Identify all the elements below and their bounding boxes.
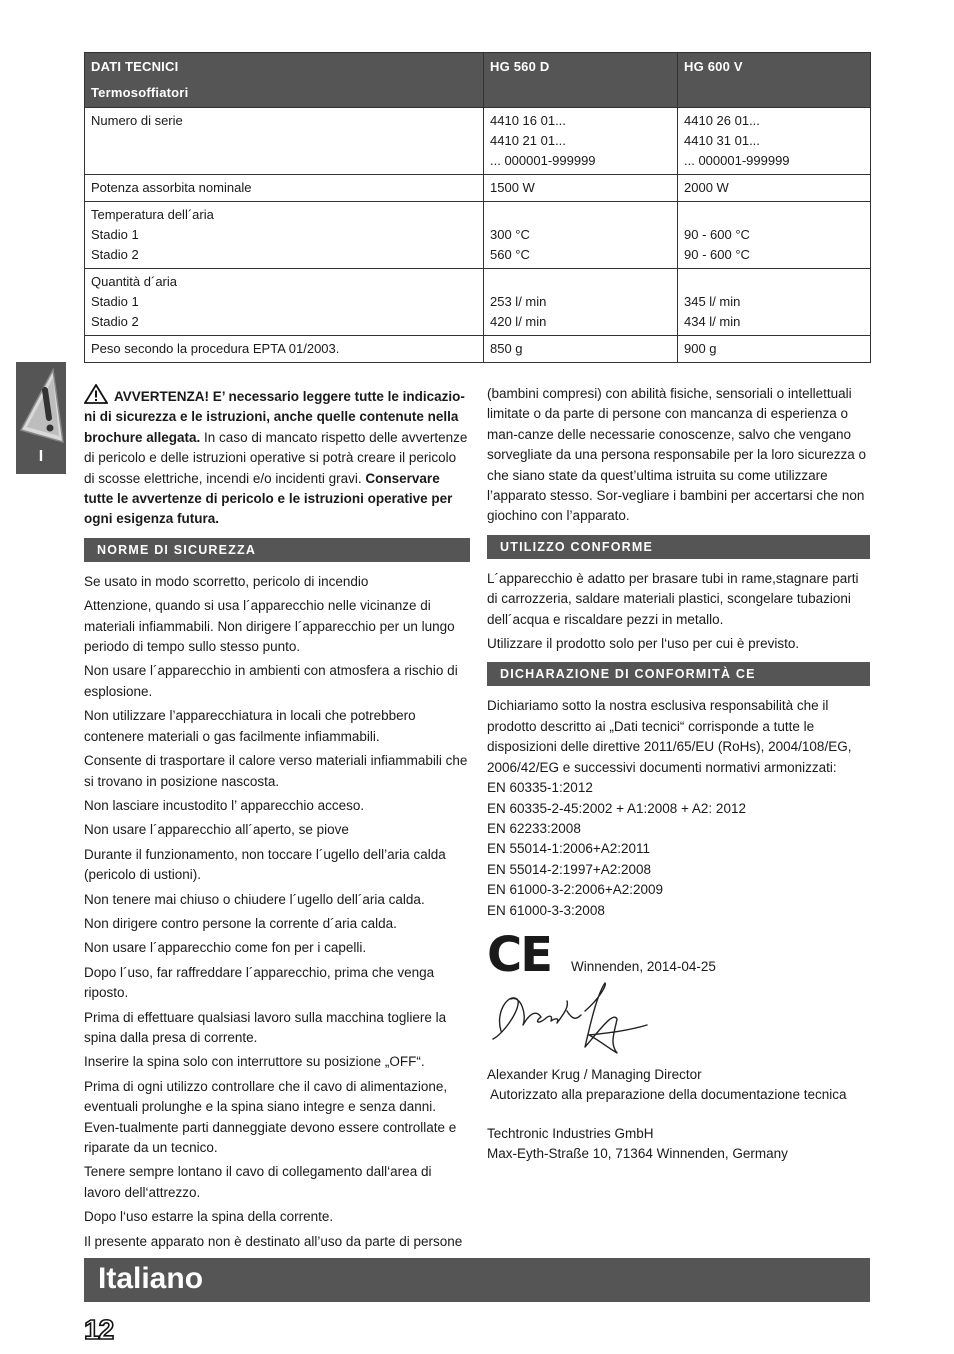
safety-item: Consente di trasportare il calore verso materiali infiammabili che si trovano in posizione nascosta.: [84, 753, 468, 789]
spec-model-a-cell: [484, 175, 678, 202]
spec-cell-line: 300 °C: [490, 227, 530, 242]
spec-table-header: [85, 53, 871, 108]
intended-use-text-1: L´apparecchio è adatto per brasare tubi in rame,stagnare parti di carrozzeria, saldare materiali plastici, scongelare tubazioni dell´acqua e riscaldare pezzi in metallo.: [487, 570, 859, 627]
spec-cell-line: 560 °C: [490, 247, 530, 262]
spec-model-b-cell: [678, 202, 871, 269]
spec-table-row: [85, 202, 871, 269]
spec-cell-line: Temperatura dell´aria: [91, 207, 214, 222]
warning-keep-text: Conservare tutte le avvertenze di pericolo e le istruzioni operative per ogni esigenza futura.: [84, 470, 453, 527]
safety-item: Non usare l´apparecchio all´aperto, se piove: [84, 822, 349, 838]
signature-image: [487, 981, 657, 1065]
safety-item: Prima di effettuare qualsiasi lavoro sulla macchina togliere la spina dalla presa di corrente.: [84, 1009, 447, 1045]
spec-model-a-cell: [484, 336, 678, 363]
language-label: Italiano: [98, 1262, 204, 1295]
spec-cell-line: 1500 W: [490, 180, 535, 195]
spec-cell-line: 253 l/ min: [490, 294, 547, 309]
safety-item: Il presente apparato non è destinato all’uso da parte di persone: [84, 1233, 463, 1249]
spec-cell-line: Potenza assorbita nominale: [91, 180, 252, 195]
safety-item: Prima di ogni utilizzo controllare che il cavo di alimentazione, eventuali prolunghe e la spina siano integre e senza danni. Even-tualmente parti danneggiate devono essere controllate e riparate da un tecnico.: [84, 1078, 457, 1155]
spec-model-a-cell: [484, 202, 678, 269]
spec-model-a-cell: [484, 108, 678, 175]
place-date: Winnenden, 2014-04-25: [571, 958, 716, 974]
standard-item: EN 61000-3-2:2006+A2:2009: [487, 882, 664, 898]
spec-model-b-cell: [678, 108, 871, 175]
spec-table-row: [85, 108, 871, 175]
spec-cell-line: 4410 21 01...: [490, 133, 566, 148]
spec-cell-line: 90 - 600 °C: [684, 247, 750, 262]
spec-cell-line: 345 l/ min: [684, 294, 741, 309]
spec-label-cell: [85, 202, 484, 269]
safety-item: Dopo l‘uso estarre la spina della corrente.: [84, 1209, 334, 1225]
spec-cell-line: Stadio 1: [91, 227, 139, 242]
language-footer-bar: [84, 1258, 870, 1302]
spec-cell-line: Quantità d´aria: [91, 274, 177, 289]
safety-item: Inserire la spina solo con interruttore su posizione „OFF“.: [84, 1054, 425, 1070]
safety-item: Tenere sempre lontano il cavo di collegamento dall‘area di lavoro dell‘attrezzo.: [84, 1164, 432, 1200]
spec-cell-line: ... 000001-999999: [490, 153, 596, 168]
safety-item: Non dirigere contro persone la corrente d´aria calda.: [84, 915, 397, 931]
signer-name: Alexander Krug / Managing Director: [487, 1066, 702, 1082]
safety-item: Dopo l´uso, far raffreddare l´apparecchio, prima che venga riposto.: [84, 964, 435, 1001]
spec-label-cell: [85, 269, 484, 336]
intended-use-text-2: Utilizzare il prodotto solo per l‘uso per cui è previsto.: [487, 636, 800, 652]
safety-item: Non usare l´apparecchio come fon per i capelli.: [84, 940, 367, 956]
safety-item: Attenzione, quando si usa l´apparecchio nelle vicinanze di materiali infiammabili. Non dirigere l´apparecchio per un lungo periodo di tempo sullo stesso punto.: [84, 598, 455, 655]
spec-cell-line: Stadio 2: [91, 314, 139, 329]
standard-item: EN 60335-1:2012: [487, 780, 593, 796]
spec-cell-line: [684, 205, 864, 225]
spec-model-a-cell: [484, 269, 678, 336]
standard-item: EN 55014-2:1997+A2:2008: [487, 861, 652, 877]
warning-icon: [84, 384, 108, 404]
spec-header-model-a: HG 560 D: [484, 53, 678, 108]
safety-item: Se usato in modo scorretto, pericolo di incendio: [84, 573, 369, 589]
standard-item: EN 60335-2-45:2002 + A1:2008 + A2: 2012: [487, 800, 746, 816]
spec-model-b-cell: [678, 336, 871, 363]
spec-cell-line: 2000 W: [684, 180, 729, 195]
spec-cell-line: [490, 205, 671, 225]
spec-table-row: [85, 336, 871, 363]
safety-heading: NORME DI SICUREZZA: [84, 538, 470, 562]
conformity-intro: Dichiariamo sotto la nostra esclusiva responsabilità che il prodotto descritto ai „Dati tecnici“ corrisponde a tutte le disposizioni delle direttive 2011/65/EU (RoHs), 2004/108/EG, 2006/42/EG e successivi documenti normativi armonizzati:: [487, 698, 852, 775]
spec-cell-line: 4410 16 01...: [490, 113, 566, 128]
spec-cell-line: 434 l/ min: [684, 314, 741, 329]
spec-model-b-cell: [678, 175, 871, 202]
spec-label-cell: [85, 108, 484, 175]
ce-mark-logo: CE: [487, 926, 552, 983]
spec-header-subtitle: Termosoffiatori: [91, 85, 189, 100]
spec-table-row: [85, 269, 871, 336]
standard-item: EN 55014-1:2006+A2:2011: [487, 841, 651, 857]
safety-item: Non utilizzare l’apparecchiatura in locali che potrebbero contenere materiali o gas facilmente infiammabili.: [84, 708, 416, 744]
company-name: Techtronic Industries GmbH: [487, 1125, 654, 1141]
spec-header-title: DATI TECNICI: [91, 59, 179, 74]
page-number: 12: [84, 1314, 114, 1345]
safety-item: Durante il funzionamento, non toccare l´ugello dell’aria calda (pericolo di ustioni).: [84, 846, 446, 883]
left-column: [84, 384, 470, 1256]
spec-cell-line: Stadio 1: [91, 294, 139, 309]
safety-item: Non tenere mai chiuso o chiudere l´ugello dell´aria calda.: [84, 891, 425, 907]
side-tab-letter: I: [38, 448, 44, 465]
safety-item: Non lasciare incustodito l’ apparecchio acceso.: [84, 797, 365, 813]
spec-cell-line: 4410 31 01...: [684, 133, 760, 148]
spec-header-label: [85, 53, 484, 108]
spec-table: [84, 52, 871, 363]
signer-authorization: Autorizzato alla preparazione della documentazione tecnica: [487, 1087, 847, 1103]
conformity-heading: DICHARAZIONE DI CONFORMITÀ CE: [487, 662, 870, 686]
spec-cell-line: Stadio 2: [91, 247, 139, 262]
standard-item: EN 62233:2008: [487, 820, 581, 836]
spec-label-cell: [85, 175, 484, 202]
spec-cell-line: 850 g: [490, 341, 523, 356]
spec-cell-line: [490, 272, 671, 292]
warning-triangle-icon: [19, 368, 65, 444]
spec-cell-line: 4410 26 01...: [684, 113, 760, 128]
standard-item: EN 61000-3-3:2008: [487, 902, 605, 918]
spec-table-row: [85, 175, 871, 202]
spec-cell-line: Numero di serie: [91, 113, 183, 128]
spec-model-b-cell: [678, 269, 871, 336]
spec-cell-line: Peso secondo la procedura EPTA 01/2003.: [91, 341, 340, 356]
spec-label-cell: [85, 336, 484, 363]
spec-cell-line: ... 000001-999999: [684, 153, 790, 168]
right-column: [487, 384, 870, 1165]
ce-row: [487, 926, 870, 983]
safety-continuation: (bambini compresi) con abilità fisiche, sensoriali o intellettuali limitate o da parte di persone con mancanza di esperienza o man-canze delle necessarie conoscenze, salvo che vengano sorvegliate da una persona responsabile per la loro sicurezza o che siano state da quest’ultima istruita su come utilizzare l’apparato stesso. Sor-vegliare i bambini per accertarsi che non giochino con l’apparato.: [487, 386, 866, 524]
spec-cell-line: [684, 272, 864, 292]
standards-list: [487, 778, 870, 921]
intended-use-heading: UTILIZZO CONFORME: [487, 535, 870, 559]
warning-bold-text: AVVERTENZA! E’ necessario leggere tutte le indicazio-ni di sicurezza e le istruzioni, anche quelle contenute nella brochure allegata.: [84, 389, 465, 445]
spec-header-model-b: HG 600 V: [678, 53, 871, 108]
safety-list: [84, 572, 470, 1252]
spec-cell-line: 90 - 600 °C: [684, 227, 750, 242]
warning-text: In caso di mancato rispetto delle avvertenze di pericolo e delle istruzioni operative si potrà creare il pericolo di scosse elettriche, incendi e/o incidenti gravi.: [84, 429, 468, 486]
spec-cell-line: 420 l/ min: [490, 314, 547, 329]
warning-paragraph: [84, 384, 470, 530]
safety-item: Non usare l´apparecchio in ambienti con atmosfera a rischio di esplosione.: [84, 663, 458, 699]
company-address: Max-Eyth-Straße 10, 71364 Winnenden, Germany: [487, 1146, 788, 1162]
spec-cell-line: 900 g: [684, 341, 717, 356]
language-side-tab: [16, 362, 66, 474]
